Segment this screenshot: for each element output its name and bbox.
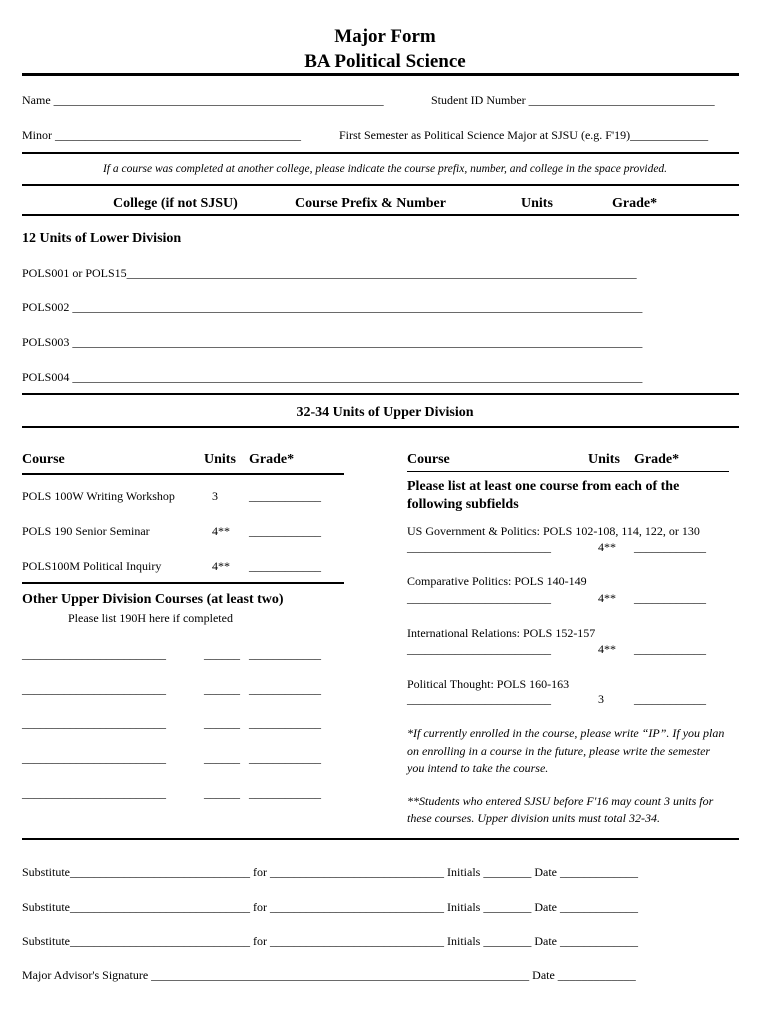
- subfield-label: International Relations: POLS 152-157: [407, 626, 596, 640]
- lower-division-line[interactable]: POLS001 or POLS15_____________________________________________________________________________________: [22, 266, 637, 280]
- form-title: Major Form: [334, 26, 436, 47]
- other-units-field[interactable]: ______: [204, 682, 240, 696]
- advisor-signature-line[interactable]: Major Advisor's Signature _______________________________________________________________ Date _____________: [22, 968, 636, 982]
- upper-division-heading: 32-34 Units of Upper Division: [296, 405, 474, 420]
- lower-division-line[interactable]: POLS003 _______________________________________________________________________________________________: [22, 335, 643, 349]
- right-col-course-header: Course: [407, 452, 450, 467]
- required-course-units: 4**: [212, 559, 230, 573]
- subfield-instruction: following subfields: [407, 497, 519, 512]
- other-course-field[interactable]: ________________________: [22, 647, 166, 661]
- subfield-grade-field[interactable]: ____________: [634, 540, 706, 554]
- subfield-course-field[interactable]: ________________________: [407, 591, 551, 605]
- subfield-course-field[interactable]: ________________________: [407, 642, 551, 656]
- other-units-field[interactable]: ______: [204, 716, 240, 730]
- required-course-units: 4**: [212, 524, 230, 538]
- footnote-units: **Students who entered SJSU before F'16 may count 3 units for: [407, 794, 714, 808]
- other-grade-field[interactable]: ____________: [249, 682, 321, 696]
- required-course-name: POLS100M Political Inquiry: [22, 559, 162, 573]
- left-col-grade-header: Grade*: [249, 452, 295, 467]
- subfield-units: 4**: [598, 540, 616, 554]
- info-rule: [22, 152, 739, 154]
- other-course-field[interactable]: ________________________: [22, 751, 166, 765]
- subfield-label: US Government & Politics: POLS 102-108, 114, 122, or 130: [407, 524, 700, 538]
- subfield-instruction: Please list at least one course from each of the: [407, 479, 680, 494]
- left-header-rule: [22, 473, 344, 475]
- col-course-prefix-header: Course Prefix & Number: [295, 196, 446, 211]
- other-units-field[interactable]: ______: [204, 786, 240, 800]
- table-header-rule: [22, 214, 739, 216]
- other-units-field[interactable]: ______: [204, 751, 240, 765]
- other-course-field[interactable]: ________________________: [22, 786, 166, 800]
- other-grade-field[interactable]: ____________: [249, 647, 321, 661]
- upper-division-rule: [22, 426, 739, 428]
- grade-field[interactable]: ____________: [249, 489, 321, 503]
- substitute-line[interactable]: Substitute______________________________ for _____________________________ Initials ________ Date _____________: [22, 865, 638, 879]
- other-units-field[interactable]: ______: [204, 647, 240, 661]
- upper-division-bottom-rule: [22, 838, 739, 840]
- required-course-units: 3: [212, 489, 218, 503]
- right-col-grade-header: Grade*: [634, 452, 680, 467]
- col-units-header: Units: [521, 196, 553, 211]
- lower-division-line[interactable]: POLS004 _______________________________________________________________________________________________: [22, 370, 643, 384]
- other-grade-field[interactable]: ____________: [249, 716, 321, 730]
- subfield-units: 3: [598, 692, 604, 706]
- grade-field[interactable]: ____________: [249, 524, 321, 538]
- title-rule: [22, 73, 739, 76]
- student-id-field[interactable]: Student ID Number _______________________________: [431, 93, 715, 107]
- subfield-course-field[interactable]: ________________________: [407, 540, 551, 554]
- col-grade-header: Grade*: [612, 196, 658, 211]
- left-col-units-header: Units: [204, 452, 236, 467]
- right-header-rule: [407, 471, 729, 472]
- subfield-grade-field[interactable]: ____________: [634, 692, 706, 706]
- subfield-grade-field[interactable]: ____________: [634, 642, 706, 656]
- substitute-line[interactable]: Substitute______________________________ for _____________________________ Initials ________ Date _____________: [22, 900, 638, 914]
- other-grade-field[interactable]: ____________: [249, 786, 321, 800]
- subfield-units: 4**: [598, 591, 616, 605]
- other-grade-field[interactable]: ____________: [249, 751, 321, 765]
- other-course-field[interactable]: ________________________: [22, 716, 166, 730]
- subfield-course-field[interactable]: ________________________: [407, 692, 551, 706]
- first-semester-field[interactable]: First Semester as Political Science Major at SJSU (e.g. F'19)_____________: [339, 128, 709, 142]
- required-courses-rule: [22, 582, 344, 584]
- note-rule: [22, 184, 739, 186]
- footnote-ip: *If currently enrolled in the course, please write “IP”. If you plan: [407, 726, 725, 740]
- form-subtitle: BA Political Science: [304, 51, 466, 72]
- lower-division-heading: 12 Units of Lower Division: [22, 231, 182, 246]
- col-college-header: College (if not SJSU): [113, 196, 238, 211]
- required-course-name: POLS 190 Senior Seminar: [22, 524, 150, 538]
- subfield-units: 4**: [598, 642, 616, 656]
- footnote-ip: you intend to take the course.: [407, 761, 549, 775]
- required-course-name: POLS 100W Writing Workshop: [22, 489, 175, 503]
- lower-division-line[interactable]: POLS002 _______________________________________________________________________________________________: [22, 300, 643, 314]
- grade-field[interactable]: ____________: [249, 559, 321, 573]
- subfield-grade-field[interactable]: ____________: [634, 591, 706, 605]
- subfield-label: Political Thought: POLS 160-163: [407, 677, 570, 691]
- substitute-line[interactable]: Substitute______________________________ for _____________________________ Initials ________ Date _____________: [22, 934, 638, 948]
- other-courses-heading: Other Upper Division Courses (at least two): [22, 592, 284, 607]
- minor-field[interactable]: Minor _________________________________________: [22, 128, 301, 142]
- lower-division-rule: [22, 393, 739, 395]
- left-col-course-header: Course: [22, 452, 65, 467]
- footnote-ip: on enrolling in a course in the future, please write the semester: [407, 744, 711, 758]
- other-courses-note: Please list 190H here if completed: [68, 611, 233, 625]
- other-course-field[interactable]: ________________________: [22, 682, 166, 696]
- footnote-units: these courses. Upper division units must total 32-34.: [407, 811, 660, 825]
- right-col-units-header: Units: [588, 452, 620, 467]
- subfield-label: Comparative Politics: POLS 140-149: [407, 574, 587, 588]
- transfer-note: If a course was completed at another college, please indicate the course prefix, number, and college in the space provided.: [102, 163, 668, 175]
- name-field[interactable]: Name _______________________________________________________: [22, 93, 384, 107]
